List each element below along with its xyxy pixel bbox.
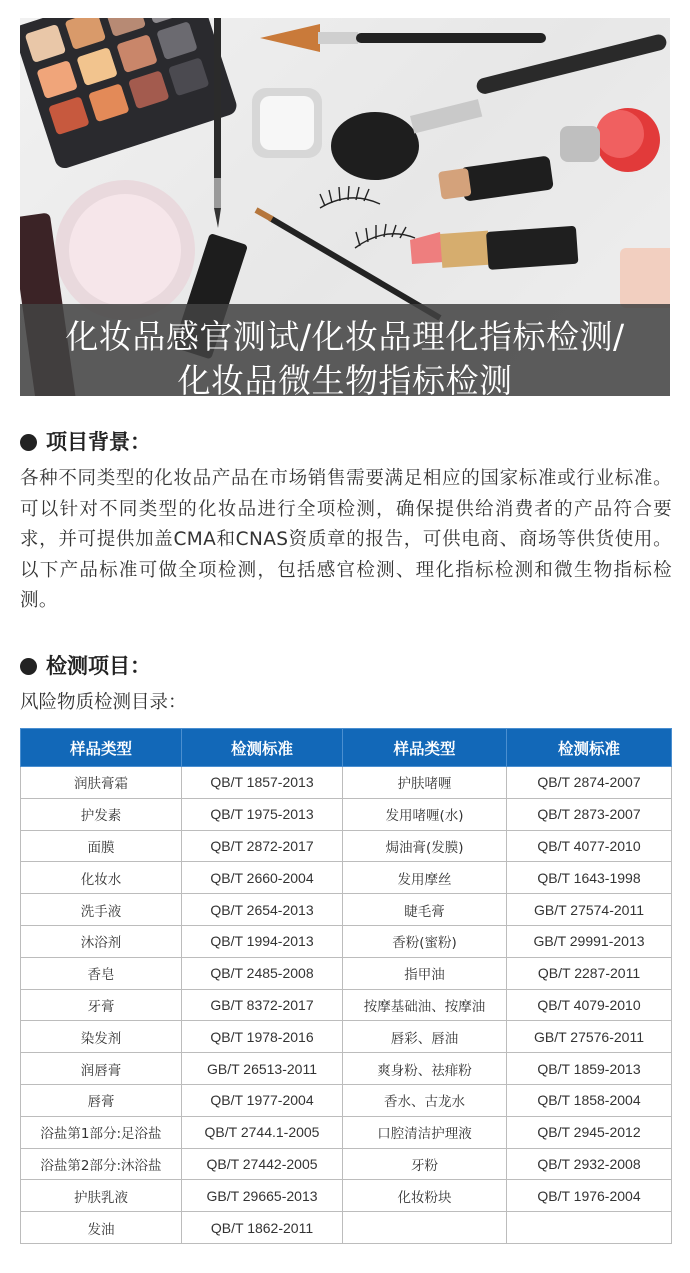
sample-type-cell: 护发素: [21, 798, 182, 830]
standard-cell: QB/T 2744.1-2005: [182, 1116, 343, 1148]
sample-type-cell: 润唇膏: [21, 1053, 182, 1085]
header-standard: 检测标准: [182, 729, 343, 767]
standard-cell: GB/T 27576-2011: [507, 1021, 672, 1053]
standard-cell: QB/T 2654-2013: [182, 894, 343, 926]
header-sample-type: 样品类型: [21, 729, 182, 767]
standard-cell: QB/T 1858-2004: [507, 1084, 672, 1116]
table-row: [21, 862, 672, 894]
standards-table: [20, 728, 672, 1244]
compact-icon: [252, 88, 322, 158]
bullet-icon: [20, 658, 37, 675]
standard-cell: QB/T 4077-2010: [507, 830, 672, 862]
header-standard: 检测标准: [507, 729, 672, 767]
sample-type-cell: 浴盐第2部分:沐浴盐: [21, 1148, 182, 1180]
sample-type-cell: 洗手液: [21, 894, 182, 926]
hero-image: [20, 18, 670, 396]
standard-cell: QB/T 27442-2005: [182, 1148, 343, 1180]
standard-cell: QB/T 2872-2017: [182, 830, 343, 862]
standard-cell: GB/T 8372-2017: [182, 989, 343, 1021]
table-row: [21, 830, 672, 862]
standard-cell: QB/T 2945-2012: [507, 1116, 672, 1148]
bullet-icon: [20, 434, 37, 451]
eyeliner-brush-icon: [214, 18, 221, 228]
standard-cell: [507, 1212, 672, 1244]
sample-type-cell: 焗油膏(发膜): [343, 830, 507, 862]
standard-cell: QB/T 2873-2007: [507, 798, 672, 830]
lipstick-tube-icon: [438, 155, 554, 201]
sample-type-cell: 按摩基础油、按摩油: [343, 989, 507, 1021]
standard-cell: QB/T 2874-2007: [507, 767, 672, 799]
standard-cell: QB/T 1994-2013: [182, 925, 343, 957]
hero-title-line-1: 化妆品感官测试/化妆品理化指标检测/: [65, 317, 625, 356]
standard-cell: QB/T 1977-2004: [182, 1084, 343, 1116]
table-row: [21, 894, 672, 926]
standard-cell: QB/T 1643-1998: [507, 862, 672, 894]
table-row: [21, 798, 672, 830]
table-row: [21, 1021, 672, 1053]
sample-type-cell: 发用摩丝: [343, 862, 507, 894]
items-heading-text: 检测项目：: [46, 654, 151, 678]
sample-type-cell: 唇膏: [21, 1084, 182, 1116]
standard-cell: GB/T 26513-2011: [182, 1053, 343, 1085]
sponge-icon: [620, 248, 670, 308]
table-row: [21, 1084, 672, 1116]
table-row: [21, 925, 672, 957]
standard-cell: QB/T 4079-2010: [507, 989, 672, 1021]
pink-lipstick-icon: [410, 226, 578, 270]
sample-type-cell: 爽身粉、祛痱粉: [343, 1053, 507, 1085]
standard-cell: QB/T 2660-2004: [182, 862, 343, 894]
standard-cell: QB/T 1975-2013: [182, 798, 343, 830]
standard-cell: QB/T 2287-2011: [507, 957, 672, 989]
sample-type-cell: 润肤膏霜: [21, 767, 182, 799]
eyeshadow-palette-icon: [20, 18, 239, 171]
sample-type-cell: 面膜: [21, 830, 182, 862]
background-paragraph: 各种不同类型的化妆品产品在市场销售需要满足相应的国家标准或行业标准。可以针对不同类型的化妆品进行全项检测，确保提供给消费者的产品符合要求，并可提供加盖CMA和CNAS资质章的报告，可供电商、商场等供货使用。以下产品标准可做全项检测，包括感官检测、理化指标检测和微生物指标检测。: [20, 468, 672, 611]
eyelashes-icon: [320, 186, 415, 248]
sample-type-cell: 发用啫喱(水): [343, 798, 507, 830]
sample-type-cell: 染发剂: [21, 1021, 182, 1053]
sample-type-cell: 睫毛膏: [343, 894, 507, 926]
blush-brush-icon: [560, 108, 660, 172]
table-row: [21, 1116, 672, 1148]
sample-type-cell: 口腔清洁护理液: [343, 1116, 507, 1148]
standard-cell: QB/T 1857-2013: [182, 767, 343, 799]
sample-type-cell: [343, 1212, 507, 1244]
items-subheading: 风险物质检测目录：: [20, 692, 187, 713]
sample-type-cell: 牙膏: [21, 989, 182, 1021]
table-header-row: [21, 729, 672, 767]
standard-cell: QB/T 2485-2008: [182, 957, 343, 989]
lip-brush-icon: [256, 210, 440, 318]
standard-cell: GB/T 29991-2013: [507, 925, 672, 957]
sample-type-cell: 浴盐第1部分:足浴盐: [21, 1116, 182, 1148]
sample-type-cell: 化妆水: [21, 862, 182, 894]
table-row: [21, 1148, 672, 1180]
standard-cell: QB/T 1976-2004: [507, 1180, 672, 1212]
sample-type-cell: 护肤啫喱: [343, 767, 507, 799]
table-row: [21, 1053, 672, 1085]
standard-cell: GB/T 27574-2011: [507, 894, 672, 926]
standard-cell: GB/T 29665-2013: [182, 1180, 343, 1212]
fan-brush-icon: [260, 24, 546, 52]
table-row: [21, 989, 672, 1021]
hero-title-line-2: 化妆品微生物指标检测: [177, 361, 513, 396]
sample-type-cell: 发油: [21, 1212, 182, 1244]
table-row: [21, 957, 672, 989]
loose-powder-icon: [55, 180, 195, 320]
sample-type-cell: 牙粉: [343, 1148, 507, 1180]
sample-type-cell: 护肤乳液: [21, 1180, 182, 1212]
background-heading-text: 项目背景：: [46, 430, 151, 454]
sample-type-cell: 香皂: [21, 957, 182, 989]
table-body: [21, 767, 672, 1244]
standard-cell: QB/T 1862-2011: [182, 1212, 343, 1244]
standard-cell: QB/T 1859-2013: [507, 1053, 672, 1085]
sample-type-cell: 唇彩、唇油: [343, 1021, 507, 1053]
standard-cell: QB/T 1978-2016: [182, 1021, 343, 1053]
sample-type-cell: 香粉(蜜粉): [343, 925, 507, 957]
items-heading: [20, 652, 151, 680]
standard-cell: QB/T 2932-2008: [507, 1148, 672, 1180]
sample-type-cell: 沐浴剂: [21, 925, 182, 957]
hero-title-banner: [20, 304, 670, 396]
table-row: [21, 767, 672, 799]
sample-type-cell: 化妆粉块: [343, 1180, 507, 1212]
table-row: [21, 1180, 672, 1212]
table-row: [21, 1212, 672, 1244]
sample-type-cell: 指甲油: [343, 957, 507, 989]
background-heading: [20, 428, 151, 456]
sample-type-cell: 香水、古龙水: [343, 1084, 507, 1116]
header-sample-type: 样品类型: [343, 729, 507, 767]
